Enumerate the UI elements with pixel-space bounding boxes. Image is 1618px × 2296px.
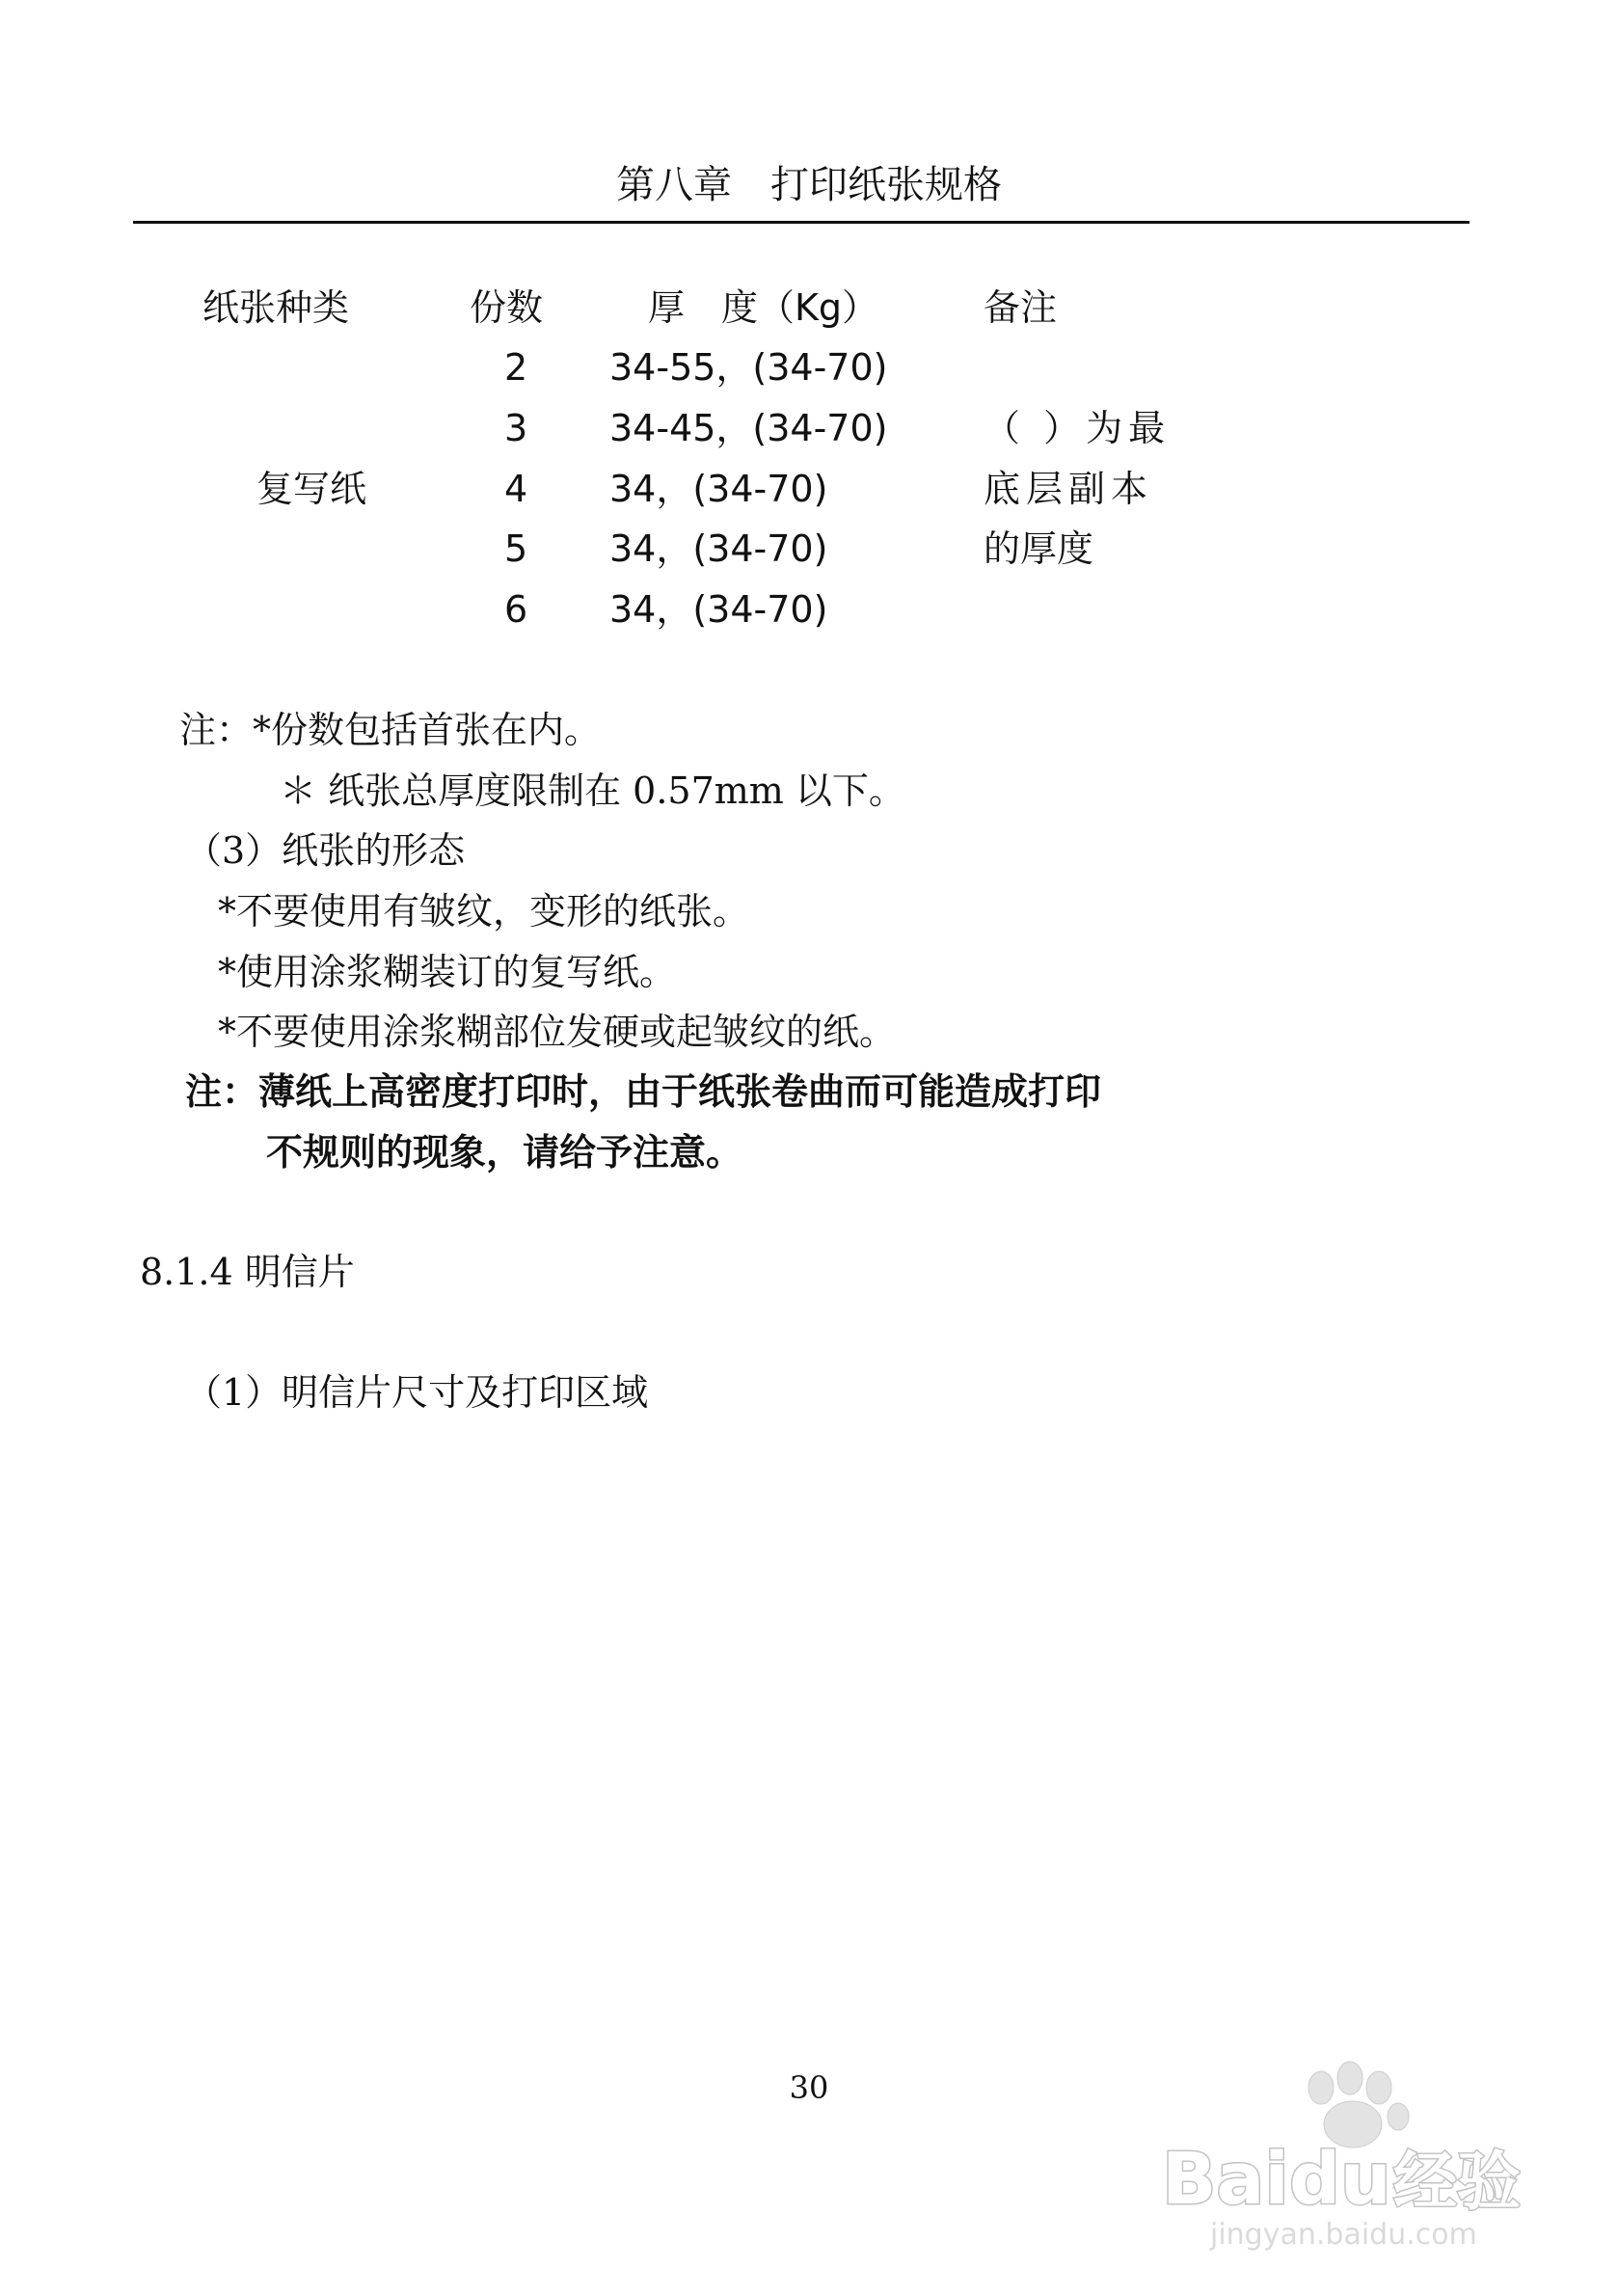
section-subheading: （1）明信片尺寸及打印区域	[185, 1371, 649, 1414]
table-cell-thickness: 34-55，(34-70)	[609, 346, 888, 389]
svg-text:Bai: Bai	[1162, 2138, 1289, 2221]
table-cell-copies: 6	[504, 588, 528, 631]
table-cell-copies: 3	[504, 407, 528, 449]
page-title: 第八章 打印纸张规格	[616, 163, 1002, 207]
page-number: 30	[789, 2069, 829, 2106]
table-cell-copies: 2	[504, 346, 528, 389]
table-cell-copies: 4	[504, 468, 528, 510]
table-header-notes: 备注	[984, 286, 1058, 329]
svg-text:jingyan.baidu.com: jingyan.baidu.com	[1210, 2218, 1477, 2252]
table-cell-copies: 5	[504, 527, 528, 570]
table-header-paper-type: 纸张种类	[202, 286, 350, 329]
table-cell-thickness: 34，(34-70)	[609, 468, 828, 510]
list-item: *不要使用有皱纹，变形的纸张。	[218, 890, 750, 932]
svg-text:经验: 经验	[1393, 2145, 1521, 2219]
table-cell-thickness: 34，(34-70)	[609, 527, 828, 570]
table-cell-paper-type: 复写纸	[256, 468, 367, 510]
form-heading: （3）纸张的形态	[185, 829, 466, 872]
list-item: *使用涂浆糊装订的复写纸。	[218, 951, 677, 993]
note-line: ＊ 纸张总厚度限制在 0.57mm 以下。	[280, 770, 905, 812]
table-cell-notes: （ ）为最	[984, 407, 1172, 449]
table-header-thickness: 厚 度（Kg）	[648, 286, 879, 329]
table-cell-notes: 的厚度	[984, 527, 1094, 570]
section-heading: 8.1.4 明信片	[140, 1251, 355, 1293]
note-line: 注：*份数包括首张在内。	[179, 709, 602, 751]
list-item: *不要使用涂浆糊部位发硬或起皱纹的纸。	[218, 1011, 897, 1053]
table-header-copies: 份数	[470, 286, 544, 329]
table-cell-thickness: 34-45，(34-70)	[609, 407, 888, 449]
header-rule	[133, 221, 1470, 224]
table-cell-thickness: 34，(34-70)	[609, 588, 828, 631]
warning-note: 不规则的现象，请给予注意。	[266, 1131, 743, 1174]
svg-text:du: du	[1289, 2138, 1391, 2221]
paw-logo-icon	[1152, 2059, 1567, 2252]
table-cell-notes: 底层副本	[984, 468, 1154, 510]
baidu-jingyan-watermark	[1152, 2059, 1567, 2252]
warning-note: 注：薄纸上高密度打印时，由于纸张卷曲而可能造成打印	[185, 1070, 1102, 1113]
